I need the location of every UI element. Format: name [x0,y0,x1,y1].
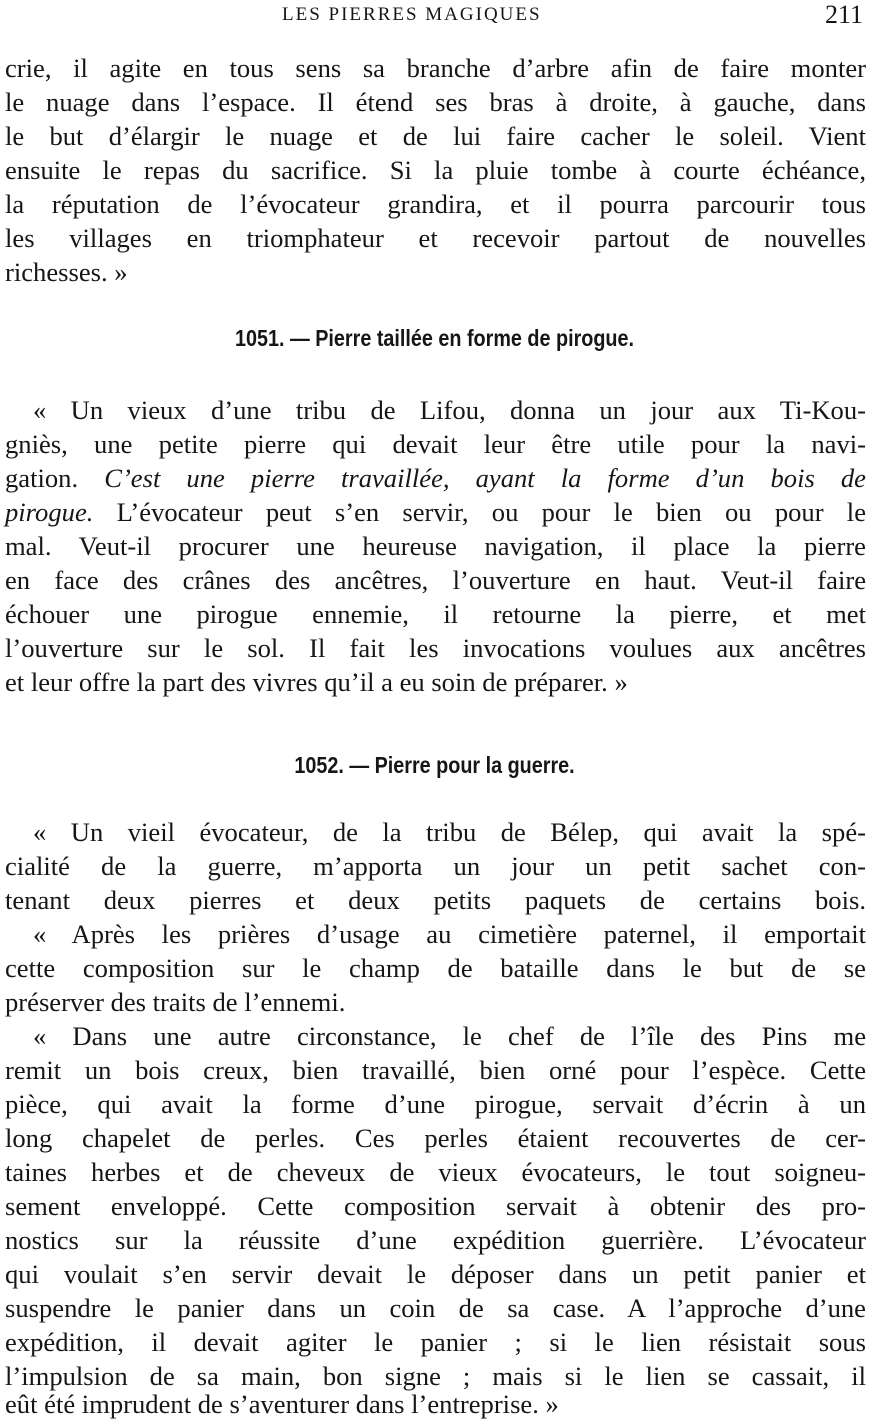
text-line: taines herbes et de cheveux de vieux évocateurs, le tout soigneu- [5,1157,866,1187]
text-line: gniès, une petite pierre qui devait leur être utile pour la navi- [5,429,866,459]
text-line: crie, il agite en tous sens sa branche d’arbre afin de faire monter [5,53,866,83]
text-line: sement enveloppé. Cette composition servait à obtenir des pro- [5,1191,866,1221]
text-line: nostics sur la réussite d’une expédition guerrière. L’évocateur [5,1225,866,1255]
running-title: LES PIERRES MAGIQUES [282,4,542,25]
text-line [5,495,866,529]
italic-text: pirogue. [5,497,94,527]
text-line: préserver des traits de l’ennemi. [5,987,346,1017]
text-line: ensuite le repas du sacrifice. Si la pluie tombe à courte échéance, [5,155,866,185]
text-line: le but d’élargir le nuage et de lui faire cacher le soleil. Vient [5,121,866,151]
text-line: « Un vieux d’une tribu de Lifou, donna un jour aux Ti-Kou- [33,395,866,425]
text-segment: L’évocateur peut s’en servir, ou pour le bien ou pour le [93,497,866,527]
section-heading-1051: 1051. — Pierre taillée en forme de pirogue. [234,325,635,351]
text-line: cette composition sur le champ de bataille dans le but de se [5,953,866,983]
text-line: eût été imprudent de s’aventurer dans l’entreprise. » [5,1389,559,1419]
text-line: long chapelet de perles. Ces perles étaient recouvertes de cer- [5,1123,866,1153]
text-line [5,461,866,495]
text-line: l’impulsion de sa main, bon signe ; mais si le lien se cassait, il [5,1361,866,1391]
text-line: qui voulait s’en servir devait le déposer dans un petit panier et [5,1259,866,1289]
text-line: « Un vieil évocateur, de la tribu de Bélep, qui avait la spé- [33,817,866,847]
text-line: richesses. » [5,257,128,287]
text-line: « Dans une autre circonstance, le chef de l’île des Pins me [33,1021,866,1051]
page-number: 211 [824,0,863,29]
text-line: expédition, il devait agiter le panier ; si le lien résistait sous [5,1327,866,1357]
text-line: les villages en triomphateur et recevoir partout de nouvelles [5,223,866,253]
text-line: l’ouverture sur le sol. Il fait les invocations voulues aux ancêtres [5,633,866,663]
text-line: cialité de la guerre, m’apporta un jour un petit sachet con- [5,851,866,881]
text-segment: gation. [5,463,105,493]
text-line: remit un bois creux, bien travaillé, bien orné pour l’espèce. Cette [5,1055,866,1085]
text-line: pièce, qui avait la forme d’une pirogue, servait d’écrin à un [5,1089,866,1119]
text-line: « Après les prières d’usage au cimetière paternel, il emportait [33,919,866,949]
text-line: mal. Veut-il procurer une heureuse navigation, il place la pierre [5,531,866,561]
text-line: le nuage dans l’espace. Il étend ses bras à droite, à gauche, dans [5,87,866,117]
text-line: et leur offre la part des vivres qu’il a eu soin de préparer. » [5,667,628,697]
running-head [0,0,869,32]
section-heading-1052: 1052. — Pierre pour la guerre. [294,752,575,778]
text-line: en face des crânes des ancêtres, l’ouverture en haut. Veut-il faire [5,565,866,595]
text-line: tenant deux pierres et deux petits paquets de certains bois. [5,885,866,915]
text-line: la réputation de l’évocateur grandira, et il pourra parcourir tous [5,189,866,219]
text-line: échouer une pirogue ennemie, il retourne la pierre, et met [5,599,866,629]
italic-text: C’est une pierre travaillée, ayant la forme d’un bois de [104,463,866,493]
text-line: suspendre le panier dans un coin de sa case. A l’approche d’une [5,1293,866,1323]
